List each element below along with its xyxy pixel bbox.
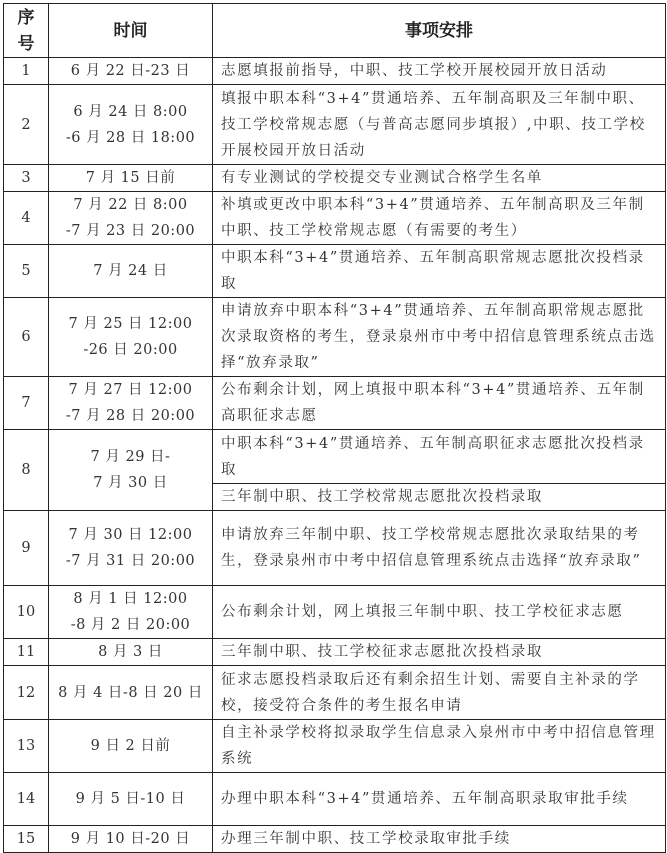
- row-index: 9: [4, 511, 49, 586]
- row-items: 公布剩余计划，网上填报中职本科“3+4”贯通培养、五年制高职征求志愿: [213, 377, 666, 430]
- row-time: [49, 586, 213, 639]
- row-time: [49, 165, 213, 192]
- table-body: [4, 58, 666, 853]
- table-row: [4, 192, 666, 245]
- table-row: [4, 773, 666, 826]
- table-row: [4, 430, 666, 484]
- header-time: 时间: [49, 4, 213, 58]
- time-line: 7 月 22 日 8:00: [73, 197, 188, 213]
- time-line: 7 月 27 日 12:00: [68, 382, 193, 398]
- time-line: 7 月 29 日-: [90, 449, 171, 465]
- row-index: 3: [4, 165, 49, 192]
- time-line: 7 月 30 日 12:00: [68, 527, 193, 543]
- row-time: [49, 720, 213, 773]
- schedule-table: [3, 3, 666, 853]
- row-items: 补填或更改中职本科“3+4”贯通培养、五年制高职及三年制中职、技工学校常规志愿（有需要的考生）: [213, 192, 666, 245]
- row-items: 志愿填报前指导，中职、技工学校开展校园开放日活动: [213, 58, 666, 85]
- row-index: 1: [4, 58, 49, 85]
- row-time: [49, 639, 213, 666]
- row-items: 填报中职本科“3+4”贯通培养、五年制高职及三年制中职、技工学校常规志愿（与普高志愿同步填报）,中职、技工学校开展校园开放日活动: [213, 85, 666, 165]
- row-index: 8: [4, 430, 49, 511]
- table-row: [4, 826, 666, 853]
- row-time: [49, 666, 213, 720]
- row-items: 中职本科“3+4”贯通培养、五年制高职常规志愿批次投档录取: [213, 245, 666, 298]
- row-time: [49, 298, 213, 377]
- time-line: -7 月 23 日 20:00: [65, 223, 196, 239]
- time-line: 6 月 24 日 8:00: [73, 103, 188, 120]
- row-items: 中职本科“3+4”贯通培养、五年制高职征求志愿批次投档录取: [213, 430, 666, 484]
- time-line: 8 月 3 日: [98, 644, 163, 660]
- row-time: [49, 245, 213, 298]
- row-time: [49, 826, 213, 853]
- header-index-char: 号: [17, 33, 35, 54]
- row-time: [49, 58, 213, 85]
- table-row: [4, 720, 666, 773]
- row-time: [49, 192, 213, 245]
- row-index: 5: [4, 245, 49, 298]
- time-line: 7 月 15 日前: [85, 170, 176, 186]
- header-index: [4, 4, 49, 58]
- time-line: 6 月 22 日-23 日: [70, 63, 191, 79]
- row-index: 11: [4, 639, 49, 666]
- time-line: 8 月 1 日 12:00: [73, 591, 188, 607]
- table-row: [4, 245, 666, 298]
- table-row: [4, 639, 666, 666]
- row-index: 12: [4, 666, 49, 720]
- header-items: 事项安排: [213, 4, 666, 58]
- table-row: [4, 377, 666, 430]
- header-index-char: 序: [17, 7, 35, 28]
- row-items: 三年制中职、技工学校常规志愿批次投档录取: [213, 484, 666, 511]
- row-items: 自主补录学校将拟录取学生信息录入泉州市中考中招信息管理系统: [213, 720, 666, 773]
- table-row: [4, 298, 666, 377]
- row-index: 15: [4, 826, 49, 853]
- row-index: 10: [4, 586, 49, 639]
- table-row: [4, 58, 666, 85]
- time-line: -6 月 28 日 18:00: [65, 129, 196, 146]
- row-items: 申请放弃中职本科“3+4”贯通培养、五年制高职常规志愿批次录取资格的考生，登录泉州市中考中招信息管理系统点击选择“放弃录取”: [213, 298, 666, 377]
- row-index: 7: [4, 377, 49, 430]
- row-items: 办理中职本科“3+4”贯通培养、五年制高职录取审批手续: [213, 773, 666, 826]
- table-row: [4, 511, 666, 586]
- row-index: 6: [4, 298, 49, 377]
- row-items: 办理三年制中职、技工学校录取审批手续: [213, 826, 666, 853]
- time-line: -7 月 28 日 20:00: [65, 408, 196, 424]
- time-line: -8 月 2 日 20:00: [70, 617, 191, 633]
- time-line: 7 月 25 日 12:00: [68, 316, 193, 332]
- time-line: 9 月 5 日-10 日: [75, 791, 186, 807]
- time-line: -26 日 20:00: [83, 342, 178, 358]
- row-items: 征求志愿投档录取后还有剩余招生计划、需要自主补录的学校，接受符合条件的考生报名申请: [213, 666, 666, 720]
- row-index: 2: [4, 85, 49, 165]
- row-time: [49, 430, 213, 511]
- row-time: [49, 773, 213, 826]
- table-row: [4, 586, 666, 639]
- row-time: [49, 85, 213, 165]
- row-time: [49, 377, 213, 430]
- time-line: 7 月 30 日: [93, 475, 168, 491]
- row-index: 4: [4, 192, 49, 245]
- time-line: 9 月 10 日-20 日: [70, 831, 191, 847]
- time-line: 8 月 4 日-8 日 20 日: [58, 684, 203, 701]
- row-items: 公布剩余计划，网上填报三年制中职、技工学校征求志愿: [213, 586, 666, 639]
- row-index: 14: [4, 773, 49, 826]
- row-items: 有专业测试的学校提交专业测试合格学生名单: [213, 165, 666, 192]
- table-row: [4, 666, 666, 720]
- row-items: 申请放弃三年制中职、技工学校常规志愿批次录取结果的考生，登录泉州市中考中招信息管理系统点击选择“放弃录取”: [213, 511, 666, 586]
- time-line: 9 日 2 日前: [90, 738, 171, 754]
- row-index: 13: [4, 720, 49, 773]
- row-items: 三年制中职、技工学校征求志愿批次投档录取: [213, 639, 666, 666]
- time-line: 7 月 24 日: [93, 263, 168, 279]
- header-row: [4, 4, 666, 58]
- table-row: [4, 165, 666, 192]
- table-row: [4, 85, 666, 165]
- time-line: -7 月 31 日 20:00: [65, 553, 196, 569]
- row-time: [49, 511, 213, 586]
